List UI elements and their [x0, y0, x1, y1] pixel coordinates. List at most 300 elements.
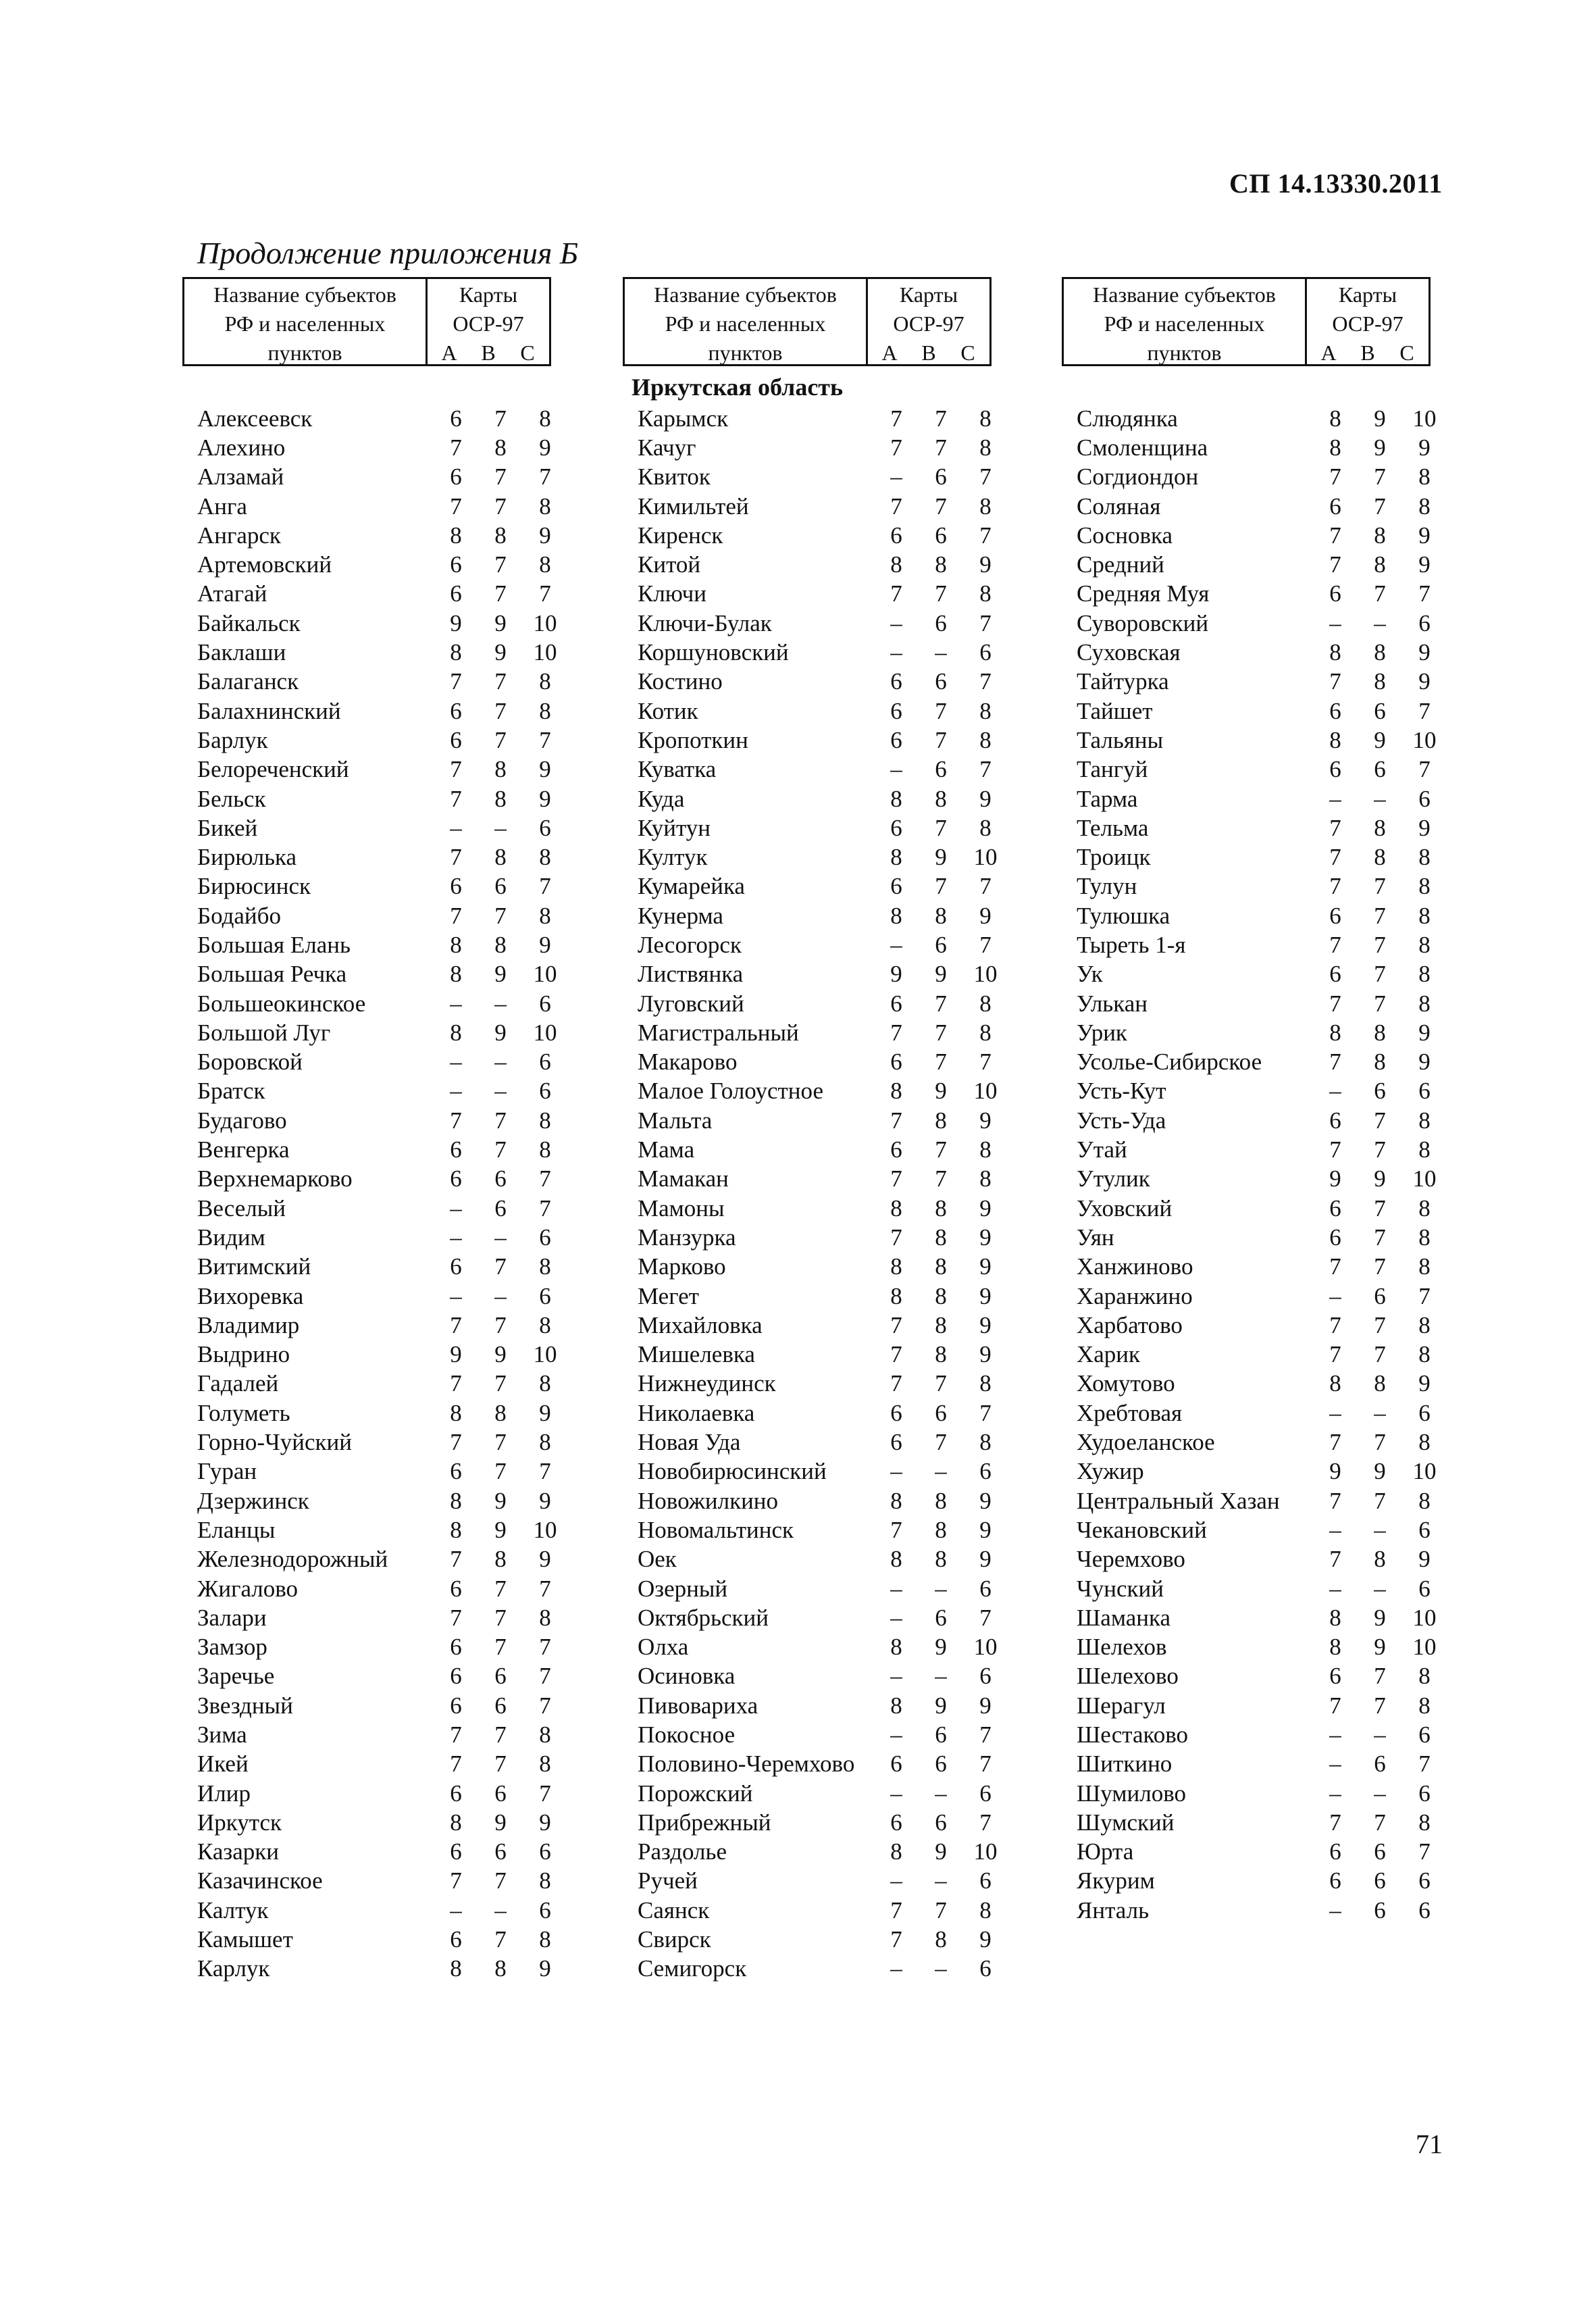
map-a-value: – — [450, 1194, 462, 1222]
map-b-value: 7 — [1374, 1253, 1386, 1280]
map-b-value: 6 — [935, 1399, 947, 1426]
map-a-value: – — [890, 1867, 902, 1894]
map-b-value: 7 — [494, 1926, 507, 1953]
table-row — [197, 1369, 567, 1399]
map-b-value: 9 — [1374, 726, 1386, 753]
map-c-value: 9 — [539, 756, 551, 783]
map-a-value: 8 — [450, 1019, 462, 1046]
place-name: Мегет — [638, 1282, 699, 1309]
table-row — [638, 1720, 1008, 1749]
map-a-value: 6 — [450, 405, 462, 432]
place-name: Култук — [638, 844, 708, 871]
place-name: Озерный — [638, 1575, 728, 1602]
place-name: Шелехово — [1077, 1663, 1179, 1690]
map-b-value: 8 — [935, 1224, 947, 1251]
map-c-value: 8 — [979, 1165, 992, 1192]
map-a-value: 8 — [890, 551, 902, 578]
place-name: Шумский — [1077, 1809, 1175, 1836]
map-c-value: 10 — [533, 1341, 557, 1368]
map-b-value: 9 — [935, 844, 947, 871]
header-name-cell — [1064, 279, 1307, 364]
place-name: Олха — [638, 1634, 689, 1661]
map-a-value: 8 — [1329, 726, 1341, 753]
map-b-value: – — [1374, 1575, 1386, 1602]
header-col-c: С — [520, 341, 535, 365]
map-c-value: 8 — [539, 1136, 551, 1163]
map-c-value: 8 — [979, 493, 992, 520]
map-a-value: 6 — [450, 873, 462, 900]
map-b-value: 7 — [1374, 1194, 1386, 1222]
place-name: Дзержинск — [197, 1487, 309, 1514]
map-b-value: 9 — [494, 1809, 507, 1836]
map-b-value: 7 — [1374, 931, 1386, 958]
map-b-value: 8 — [494, 1955, 507, 1982]
map-a-value: 9 — [1329, 1165, 1341, 1192]
map-a-value: 6 — [890, 1809, 902, 1836]
map-c-value: 7 — [1418, 580, 1431, 607]
map-a-value: 9 — [1329, 1458, 1341, 1485]
map-c-value: 9 — [539, 931, 551, 958]
map-b-value: 8 — [1374, 522, 1386, 549]
map-b-value: 7 — [494, 1107, 507, 1134]
map-c-value: 9 — [1418, 668, 1431, 695]
map-a-value: 6 — [450, 1634, 462, 1661]
map-c-value: 8 — [979, 1019, 992, 1046]
map-c-value: 8 — [979, 405, 992, 432]
map-a-value: 6 — [450, 580, 462, 607]
place-name: Будагово — [197, 1107, 287, 1134]
map-b-value: 7 — [494, 1721, 507, 1748]
place-name: Октябрьский — [638, 1604, 769, 1631]
map-c-value: 9 — [1418, 1019, 1431, 1046]
table-row — [1077, 1253, 1447, 1282]
map-c-value: 7 — [979, 873, 992, 900]
map-c-value: 7 — [539, 726, 551, 753]
map-b-value: – — [935, 1955, 947, 1982]
map-c-value: 9 — [1418, 551, 1431, 578]
map-c-value: 8 — [979, 1429, 992, 1456]
place-name: Бирюсинск — [197, 873, 311, 900]
table-row — [1077, 492, 1447, 521]
map-b-value: 9 — [494, 1019, 507, 1046]
page-number: 71 — [1416, 2129, 1443, 2159]
map-b-value: – — [494, 990, 507, 1017]
map-b-value: 8 — [935, 1487, 947, 1514]
map-c-value: 9 — [979, 1487, 992, 1514]
map-a-value: 6 — [1329, 1663, 1341, 1690]
map-c-value: 6 — [1418, 1867, 1431, 1894]
map-b-value: 9 — [494, 609, 507, 636]
map-a-value: 7 — [890, 434, 902, 461]
place-name: Прибрежный — [638, 1809, 771, 1836]
map-a-value: 6 — [450, 1663, 462, 1690]
place-name: Барлук — [197, 726, 268, 753]
map-a-value: 7 — [450, 1107, 462, 1134]
map-a-value: – — [890, 639, 902, 666]
place-name: Ук — [1077, 961, 1103, 988]
place-name: Суворовский — [1077, 609, 1209, 636]
map-c-value: 9 — [979, 1311, 992, 1338]
table-row — [197, 842, 567, 872]
map-b-value: 6 — [935, 1721, 947, 1748]
place-name: Большеокинское — [197, 990, 366, 1017]
place-name: Выдрино — [197, 1341, 290, 1368]
map-c-value: 8 — [539, 551, 551, 578]
map-a-value: 8 — [890, 1634, 902, 1661]
table-row — [1077, 989, 1447, 1018]
map-a-value: – — [890, 609, 902, 636]
place-name: Карлук — [197, 1955, 270, 1982]
map-a-value: 6 — [890, 1399, 902, 1426]
map-b-value: 8 — [1374, 844, 1386, 871]
table-row — [197, 1632, 567, 1661]
map-a-value: 6 — [1329, 902, 1341, 929]
map-c-value: 7 — [979, 609, 992, 636]
map-a-value: 6 — [1329, 1224, 1341, 1251]
map-a-value: 7 — [890, 493, 902, 520]
map-b-value: 8 — [935, 1311, 947, 1338]
table-row — [197, 1135, 567, 1164]
table-row — [1077, 1018, 1447, 1047]
map-a-value: – — [890, 931, 902, 958]
map-a-value: 6 — [450, 551, 462, 578]
place-name: Кунерма — [638, 902, 723, 929]
table-row — [1077, 697, 1447, 726]
map-b-value: 6 — [494, 1663, 507, 1690]
place-name: Еланцы — [197, 1516, 276, 1543]
map-c-value: 9 — [539, 1955, 551, 1982]
place-name: Веселый — [197, 1194, 286, 1222]
place-name: Братск — [197, 1078, 265, 1105]
map-c-value: 10 — [1412, 1604, 1437, 1631]
map-c-value: 8 — [979, 580, 992, 607]
map-a-value: 6 — [450, 1926, 462, 1953]
place-name: Покосное — [638, 1721, 736, 1748]
table-row — [1077, 1106, 1447, 1135]
table-row — [197, 813, 567, 842]
map-b-value: 7 — [1374, 961, 1386, 988]
place-name: Баклаши — [197, 639, 286, 666]
map-a-value: 6 — [450, 1165, 462, 1192]
map-b-value: – — [1374, 1780, 1386, 1807]
place-name: Коршуновский — [638, 639, 789, 666]
map-c-value: 7 — [539, 1165, 551, 1192]
place-name: Калтук — [197, 1896, 269, 1923]
map-a-value: 6 — [890, 814, 902, 841]
map-a-value: 9 — [890, 961, 902, 988]
table-row — [638, 463, 1008, 492]
map-a-value: 8 — [450, 1516, 462, 1543]
place-name: Новая Уда — [638, 1429, 741, 1456]
place-name: Нижнеудинск — [638, 1370, 776, 1397]
map-b-value: 8 — [1374, 668, 1386, 695]
table-row — [638, 1486, 1008, 1515]
place-name: Мишелевка — [638, 1341, 755, 1368]
table-row — [197, 1194, 567, 1223]
table-row — [638, 638, 1008, 667]
map-c-value: 7 — [979, 756, 992, 783]
place-name: Новомальтинск — [638, 1516, 794, 1543]
map-a-value: 8 — [890, 1253, 902, 1280]
map-b-value: 7 — [935, 1049, 947, 1076]
place-name: Макарово — [638, 1049, 738, 1076]
table-row — [197, 580, 567, 609]
map-a-value: – — [450, 814, 462, 841]
place-name: Сосновка — [1077, 522, 1173, 549]
map-b-value: 9 — [935, 1692, 947, 1719]
place-name: Семигорск — [638, 1955, 747, 1982]
place-name: Залари — [197, 1604, 267, 1631]
map-b-value: 6 — [1374, 1896, 1386, 1923]
map-c-value: 6 — [1418, 785, 1431, 812]
table-row — [638, 726, 1008, 755]
map-c-value: 10 — [533, 609, 557, 636]
place-name: Свирск — [638, 1926, 711, 1953]
place-name: Тулун — [1077, 873, 1137, 900]
place-name: Квиток — [638, 463, 711, 491]
map-c-value: 8 — [539, 1311, 551, 1338]
map-c-value: 8 — [1418, 1692, 1431, 1719]
map-a-value: – — [1329, 1751, 1341, 1778]
map-b-value: 6 — [494, 1692, 507, 1719]
map-b-value: – — [494, 1078, 507, 1105]
place-name: Бодайбо — [197, 902, 281, 929]
map-b-value: 9 — [1374, 434, 1386, 461]
map-a-value: 6 — [890, 522, 902, 549]
map-b-value: 8 — [1374, 1019, 1386, 1046]
table-row — [638, 609, 1008, 638]
map-a-value: 7 — [890, 1165, 902, 1192]
place-name: Смоленщина — [1077, 434, 1208, 461]
header-abc — [1307, 338, 1428, 368]
map-b-value: – — [1374, 785, 1386, 812]
map-a-value: 7 — [450, 1721, 462, 1748]
map-b-value: 7 — [935, 1019, 947, 1046]
map-a-value: 6 — [890, 1429, 902, 1456]
table-row — [197, 1165, 567, 1194]
header-name-line: Название субъектов — [1093, 282, 1276, 307]
map-a-value: 6 — [890, 1751, 902, 1778]
table-row — [197, 1955, 567, 1984]
map-b-value: 7 — [1374, 1809, 1386, 1836]
map-a-value: 6 — [450, 1838, 462, 1865]
map-a-value: 7 — [450, 1370, 462, 1397]
map-c-value: 8 — [539, 844, 551, 871]
table-row — [1077, 1428, 1447, 1457]
map-c-value: 7 — [539, 1692, 551, 1719]
table-row — [1077, 1194, 1447, 1223]
map-c-value: 7 — [539, 1634, 551, 1661]
place-name: Кропоткин — [638, 726, 748, 753]
map-a-value: 8 — [890, 902, 902, 929]
place-name: Порожский — [638, 1780, 753, 1807]
table-row — [638, 697, 1008, 726]
region-title: Иркутская область — [632, 374, 844, 401]
table-row — [1077, 813, 1447, 842]
map-b-value: 7 — [935, 873, 947, 900]
header-maps-line: ОСР-97 — [1332, 311, 1404, 336]
map-c-value: 7 — [979, 931, 992, 958]
table-row — [1077, 1457, 1447, 1486]
map-b-value: 7 — [494, 1311, 507, 1338]
map-a-value: 6 — [450, 726, 462, 753]
place-name: Зима — [197, 1721, 247, 1748]
map-c-value: 9 — [539, 522, 551, 549]
header-name-cell — [625, 279, 868, 364]
table-row — [197, 1808, 567, 1837]
header-maps-cell — [868, 279, 989, 364]
map-b-value: 6 — [935, 1809, 947, 1836]
map-c-value: 6 — [539, 1049, 551, 1076]
map-c-value: 7 — [1418, 697, 1431, 724]
map-b-value: 6 — [935, 1604, 947, 1631]
map-a-value: – — [450, 1282, 462, 1309]
map-a-value: 8 — [890, 1692, 902, 1719]
map-a-value: 7 — [1329, 1546, 1341, 1573]
place-name: Утулик — [1077, 1165, 1150, 1192]
place-name: Ключи-Булак — [638, 609, 772, 636]
table-row — [638, 1867, 1008, 1896]
map-b-value: 9 — [494, 1516, 507, 1543]
table-row — [638, 580, 1008, 609]
map-b-value: 7 — [494, 726, 507, 753]
place-name: Вихоревка — [197, 1282, 304, 1309]
place-name: Малое Голоустное — [638, 1078, 823, 1105]
place-name: Котик — [638, 697, 698, 724]
place-name: Карымск — [638, 405, 729, 432]
map-c-value: 10 — [973, 1838, 998, 1865]
map-b-value: 7 — [935, 1136, 947, 1163]
map-b-value: 8 — [494, 844, 507, 871]
map-b-value: 9 — [935, 1634, 947, 1661]
map-c-value: 7 — [979, 522, 992, 549]
place-name: Тарма — [1077, 785, 1138, 812]
map-c-value: 9 — [979, 902, 992, 929]
table-row — [1077, 1340, 1447, 1369]
map-c-value: 10 — [1412, 1165, 1437, 1192]
map-b-value: 7 — [1374, 873, 1386, 900]
place-name: Новожилкино — [638, 1487, 779, 1514]
map-b-value: 7 — [494, 1429, 507, 1456]
place-name: Казарки — [197, 1838, 280, 1865]
table-row — [638, 1632, 1008, 1661]
table-row — [1077, 1808, 1447, 1837]
table-row — [197, 638, 567, 667]
table-row — [197, 1545, 567, 1574]
map-a-value: – — [890, 1721, 902, 1748]
place-name: Тайтурка — [1077, 668, 1169, 695]
place-name: Урик — [1077, 1019, 1127, 1046]
map-c-value: 7 — [979, 1721, 992, 1748]
place-name: Гуран — [197, 1458, 257, 1485]
map-c-value: 8 — [1418, 1194, 1431, 1222]
place-name: Чекановский — [1077, 1516, 1207, 1543]
map-a-value: 6 — [1329, 580, 1341, 607]
map-c-value: 9 — [539, 1399, 551, 1426]
table-row — [1077, 1662, 1447, 1691]
table-row — [1077, 901, 1447, 930]
table-row — [197, 755, 567, 784]
map-b-value: 7 — [1374, 580, 1386, 607]
map-c-value: 7 — [979, 1049, 992, 1076]
map-c-value: 8 — [979, 1896, 992, 1923]
map-b-value: 7 — [1374, 1487, 1386, 1514]
map-b-value: 8 — [1374, 551, 1386, 578]
table-row — [638, 1896, 1008, 1925]
table-row — [197, 1223, 567, 1252]
table-row — [197, 609, 567, 638]
map-a-value: 6 — [1329, 1194, 1341, 1222]
table-column-3 — [1062, 277, 1431, 366]
map-c-value: 8 — [539, 668, 551, 695]
table-row — [197, 989, 567, 1018]
map-a-value: 6 — [1329, 961, 1341, 988]
map-b-value: – — [935, 1458, 947, 1485]
map-a-value: – — [1329, 1078, 1341, 1105]
map-c-value: 10 — [973, 1634, 998, 1661]
table-row — [638, 989, 1008, 1018]
map-b-value: 7 — [1374, 902, 1386, 929]
table-row — [1077, 1574, 1447, 1603]
place-name: Венгерка — [197, 1136, 290, 1163]
map-b-value: 6 — [1374, 1282, 1386, 1309]
place-name: Алехино — [197, 434, 286, 461]
header-maps-line: ОСР-97 — [453, 311, 524, 336]
map-b-value: 9 — [1374, 1165, 1386, 1192]
place-name: Витимский — [197, 1253, 311, 1280]
table-row — [638, 1428, 1008, 1457]
map-b-value: 7 — [935, 1165, 947, 1192]
map-a-value: 8 — [1329, 1019, 1341, 1046]
map-a-value: – — [450, 1224, 462, 1251]
map-b-value: 6 — [935, 609, 947, 636]
header-maps-line: Карты — [899, 282, 958, 307]
place-name: Суховская — [1077, 639, 1181, 666]
map-b-value: 6 — [1374, 697, 1386, 724]
map-a-value: 7 — [890, 1019, 902, 1046]
map-c-value: 8 — [1418, 1311, 1431, 1338]
map-c-value: 8 — [1418, 1253, 1431, 1280]
map-a-value: 7 — [890, 1341, 902, 1368]
place-name: Центральный Хазан — [1077, 1487, 1280, 1514]
map-a-value: 6 — [1329, 697, 1341, 724]
map-c-value: 7 — [979, 1604, 992, 1631]
map-b-value: 6 — [1374, 1751, 1386, 1778]
place-name: Харбатово — [1077, 1311, 1183, 1338]
map-c-value: 9 — [539, 1487, 551, 1514]
map-c-value: 6 — [979, 1575, 992, 1602]
map-b-value: – — [494, 1049, 507, 1076]
map-c-value: 7 — [1418, 756, 1431, 783]
map-b-value: 9 — [494, 1487, 507, 1514]
map-a-value: 7 — [450, 844, 462, 871]
map-c-value: 10 — [533, 961, 557, 988]
place-name: Манзурка — [638, 1224, 736, 1251]
place-name: Пивовариха — [638, 1692, 758, 1719]
map-c-value: 8 — [539, 1867, 551, 1894]
table-column-2 — [623, 277, 992, 366]
place-name: Замзор — [197, 1634, 267, 1661]
map-b-value: 7 — [1374, 1429, 1386, 1456]
map-c-value: 7 — [1418, 1751, 1431, 1778]
map-a-value: – — [890, 1780, 902, 1807]
place-name: Уховский — [1077, 1194, 1173, 1222]
table-row — [1077, 1486, 1447, 1515]
table-row — [197, 1691, 567, 1720]
map-a-value: – — [1329, 609, 1341, 636]
table-row — [1077, 1750, 1447, 1779]
place-name: Артемовский — [197, 551, 332, 578]
